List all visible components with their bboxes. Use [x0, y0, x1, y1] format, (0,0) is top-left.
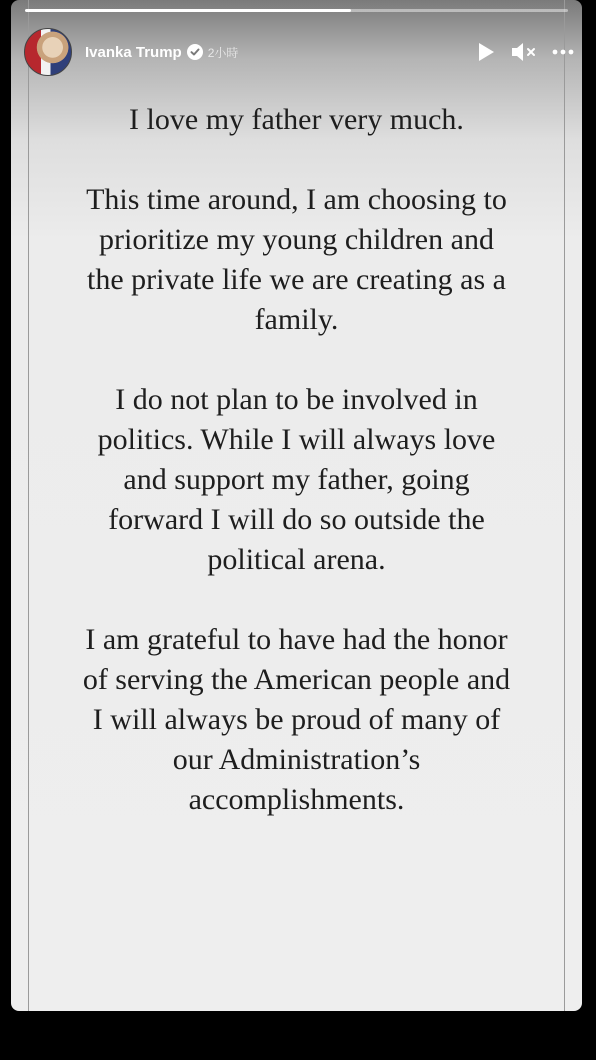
- muted-speaker-icon[interactable]: [510, 40, 538, 64]
- statement-paragraph: I am grateful to have had the honor of serving the American people and I will always be proud of many of our Administration’s accomplishments.: [82, 623, 511, 816]
- statement-paragraph: I do not plan to be involved in politics. While I will always love and support my father, going forward I will do so outside the political arena.: [97, 383, 496, 576]
- more-options-icon[interactable]: [552, 49, 574, 55]
- content-border-right: [564, 0, 565, 1011]
- post-time: 2小時: [207, 45, 239, 60]
- author-name[interactable]: Ivanka Trump: [85, 43, 182, 61]
- story-progress-bar: [25, 9, 568, 12]
- statement-paragraph: I love my father very much.: [129, 103, 464, 136]
- avatar[interactable]: [24, 28, 72, 76]
- content-border-left: [28, 0, 29, 1011]
- story-header: [24, 28, 574, 76]
- story-card[interactable]: [11, 0, 582, 1011]
- statement-paragraph: This time around, I am choosing to prioritize my young children and the private life we are creating as a family.: [86, 183, 507, 336]
- story-controls: [476, 40, 574, 64]
- story-progress-fill: [25, 9, 351, 12]
- story-statement: [81, 100, 512, 860]
- verified-badge-icon: [187, 44, 203, 60]
- play-icon[interactable]: [476, 41, 496, 63]
